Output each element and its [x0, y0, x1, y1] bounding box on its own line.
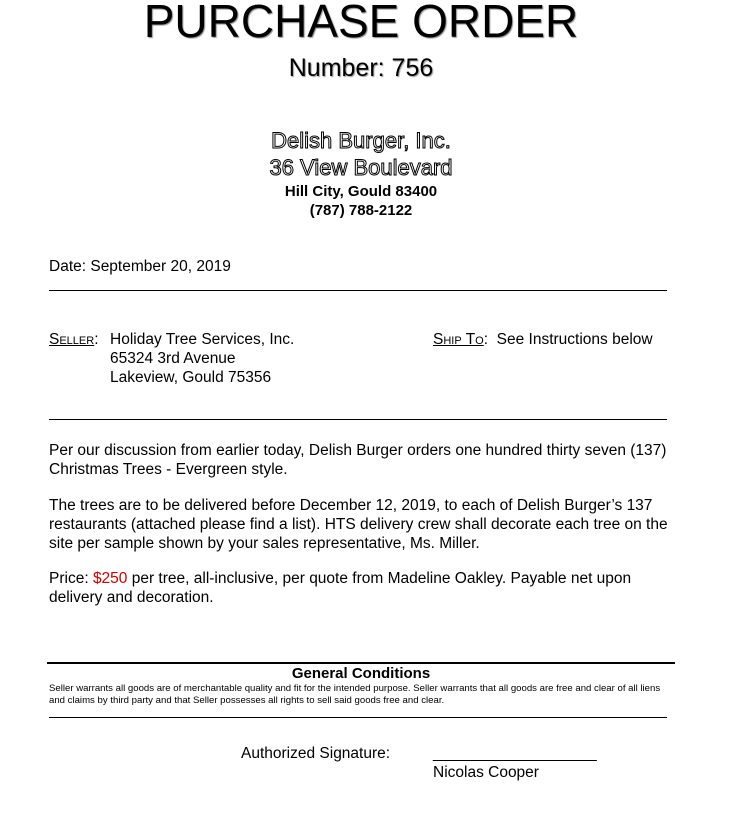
ship-to-label: Ship To	[433, 331, 484, 348]
conditions-text: Seller warrants all goods are of merchantable quality and fit for the intended purpose. Seller warrants that all goods are free and clear of all liens and claims by third party and that Seller possesses all rights to sell said goods free and clear.	[49, 683, 661, 706]
seller-name: Holiday Tree Services, Inc.	[110, 331, 295, 348]
order-number: Number: 756	[288, 54, 434, 82]
price-value: $250	[92, 570, 128, 587]
order-date: Date: September 20, 2019	[49, 258, 231, 275]
conditions-top-rule	[47, 662, 675, 664]
buyer-address-line1: 36 View Boulevard	[269, 155, 453, 180]
buyer-address-line2: Hill City, Gould 83400	[284, 183, 438, 200]
seller-address-line2: Lakeview, Gould 75356	[110, 369, 272, 386]
body-paragraph-2: The trees are to be delivered before December 12, 2019, to each of Delish Burger’s 137 restaurants (attached please find a list). HTS delivery crew shall decorate each tree on the site per sample shown by your sales representative, Ms. Miller.	[49, 497, 668, 552]
seller-address-line1: 65324 3rd Avenue	[110, 350, 236, 367]
conditions-heading: General Conditions	[291, 665, 431, 682]
divider-top	[49, 290, 667, 291]
ship-to-value: See Instructions below	[496, 331, 653, 348]
price-terms: per tree, all-inclusive, per quote from Madeline Oakley. Payable net upon delivery and decoration.	[49, 570, 632, 606]
document-title: PURCHASE ORDER	[143, 0, 579, 47]
price-paragraph	[49, 569, 649, 607]
signature-line: ___________________	[433, 745, 597, 762]
buyer-name: Delish Burger, Inc.	[271, 128, 451, 153]
conditions-bottom-rule	[49, 717, 667, 718]
buyer-phone: (787) 788-2122	[309, 202, 413, 219]
divider-middle	[49, 419, 667, 420]
signature-label: Authorized Signature:	[241, 745, 391, 762]
signatory-name: Nicolas Cooper	[433, 764, 539, 781]
price-label: Price:	[49, 570, 93, 587]
ship-to-block: Ship To: See Instructions below	[433, 331, 653, 348]
seller-label-wrap: Seller:	[49, 331, 99, 348]
body-paragraph-1: Per our discussion from earlier today, Delish Burger orders one hundred thirty seven (137) Christmas Trees - Evergreen style.	[49, 442, 667, 478]
seller-label: Seller	[49, 331, 95, 348]
